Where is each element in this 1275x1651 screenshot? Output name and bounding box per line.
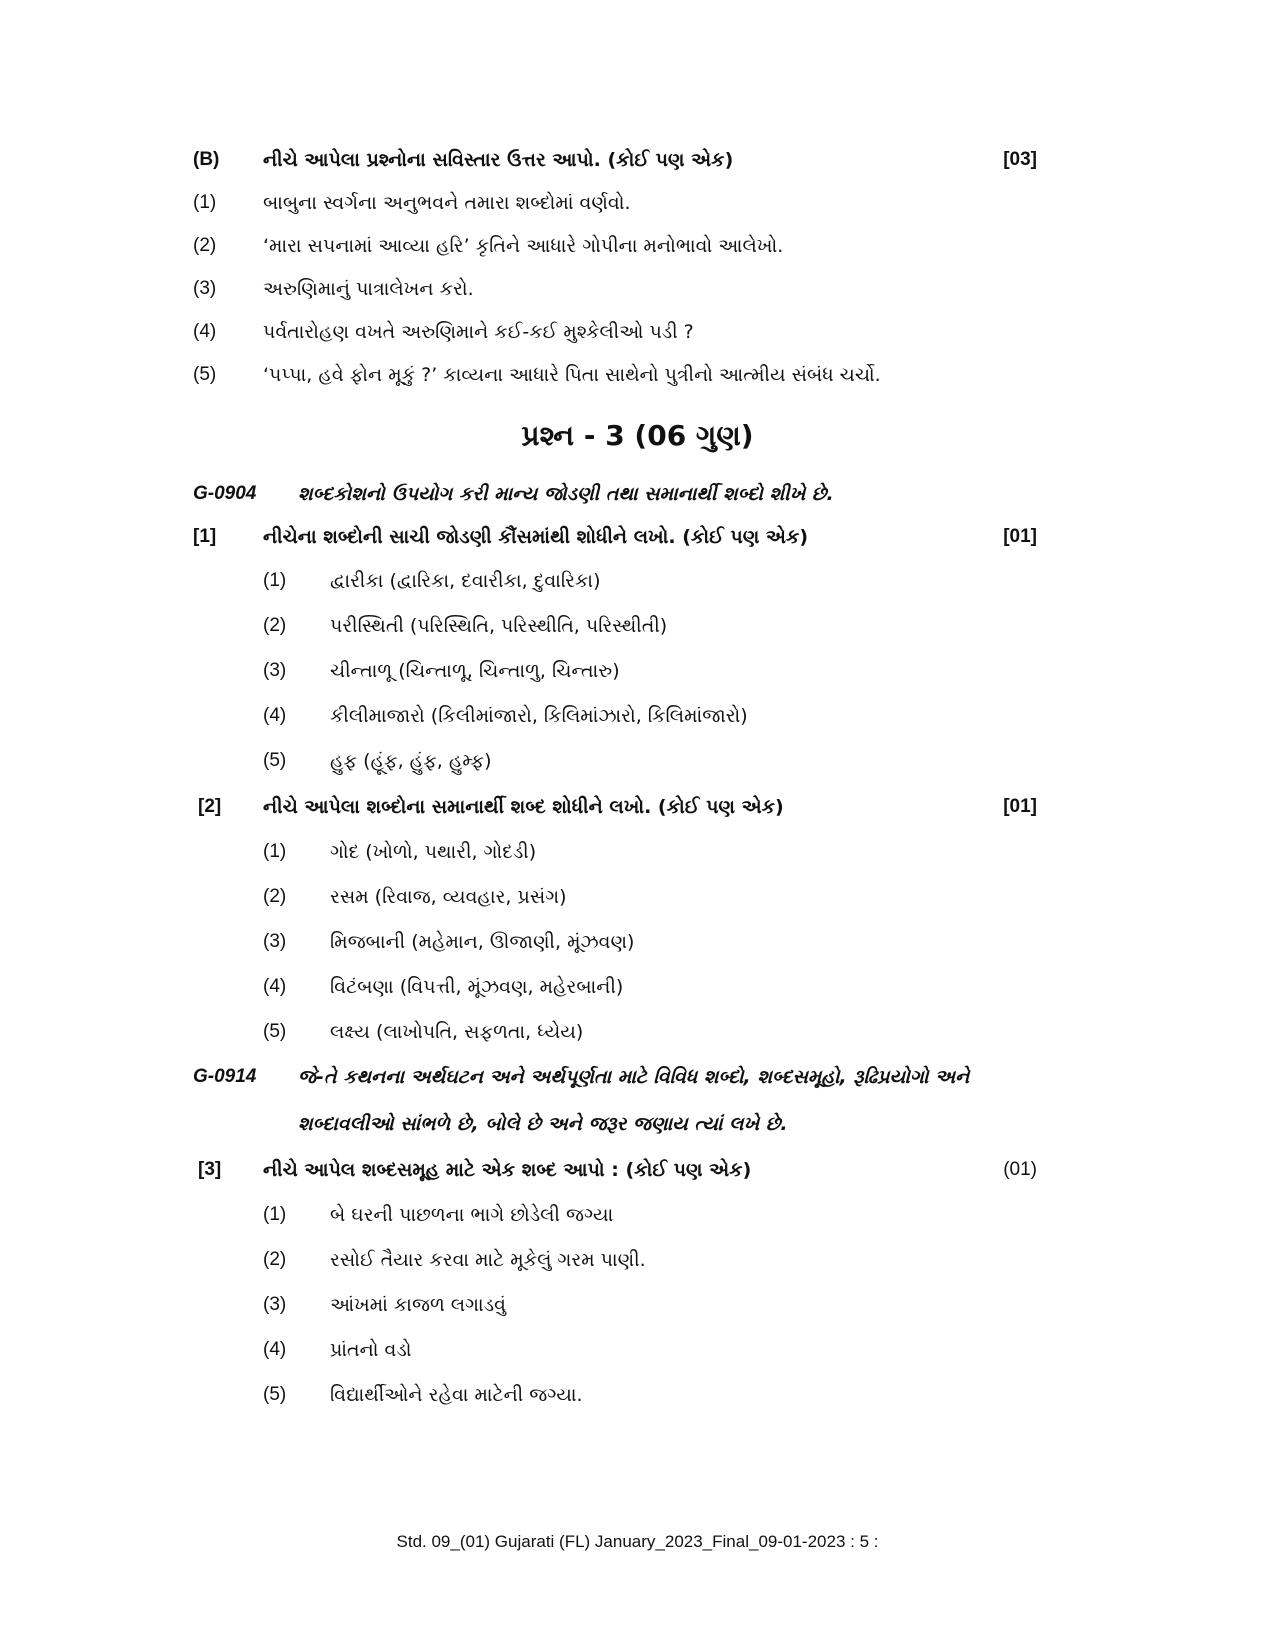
question-item xyxy=(0,315,1275,349)
item-number: (1) xyxy=(263,1204,287,1225)
question-title: નીચે આપેલા શબ્દોના સમાનાર્થી શબ્દ શોધીને લખો. (કોઈ પણ એક) xyxy=(263,796,784,818)
question-item xyxy=(0,1288,1275,1322)
item-number: (4) xyxy=(193,321,217,342)
question-title: નીચેના શબ્દોની સાચી જોડણી કૌંસમાંથી શોધીને લખો. (કોઈ પણ એક) xyxy=(263,526,809,548)
item-text: રસમ (રિવાજ, વ્યવહાર, પ્રસંગ) xyxy=(330,886,567,908)
question-item xyxy=(0,699,1275,733)
item-text: પરીસ્થિતી (પરિસ્થિતિ, પરિસ્થીતિ, પરિસ્થીતી) xyxy=(330,615,668,637)
question-label: [3] xyxy=(198,1159,222,1180)
question-heading: પ્રશ્ન - 3 (06 ગુણ) xyxy=(521,419,754,452)
question-item xyxy=(0,1198,1275,1232)
item-number: (2) xyxy=(263,615,287,636)
question-item xyxy=(0,1378,1275,1412)
question-item xyxy=(0,358,1275,392)
question-title: નીચે આપેલ શબ્દસમૂહ માટે એક શબ્દ આપો : (કોઈ પણ એક) xyxy=(263,1159,752,1181)
item-number: (5) xyxy=(263,1021,287,1042)
question-item xyxy=(0,744,1275,778)
item-text: લક્ષ્ય (લાખોપતિ, સફળતા, ધ્યેય) xyxy=(330,1021,584,1043)
item-text: ‘મારા સપનામાં આવ્યા હરિ’ કૃતિને આધારે ગોપીના મનોભાવો આલેખો. xyxy=(263,235,784,257)
question-item xyxy=(0,1015,1275,1049)
question-marks: (01) xyxy=(1003,1159,1037,1180)
item-text: આંખમાં કાજળ લગાડવું xyxy=(330,1294,506,1316)
question-item xyxy=(0,835,1275,869)
item-number: (4) xyxy=(263,1339,287,1360)
question-header xyxy=(0,1153,1275,1187)
item-number: (3) xyxy=(193,278,217,299)
learning-outcome xyxy=(0,477,1275,511)
question-header xyxy=(0,790,1275,824)
item-number: (4) xyxy=(263,705,287,726)
section-title: નીચે આપેલા પ્રશ્નોના સવિસ્તાર ઉત્તર આપો. (કોઈ પણ એક) xyxy=(263,149,734,171)
question-item xyxy=(0,564,1275,598)
item-number: (1) xyxy=(263,841,287,862)
question-item xyxy=(0,970,1275,1004)
item-text: ચીન્તાળૂ (ચિન્તાળૂ, ચિન્તાળુ, ચિન્તારુ) xyxy=(330,660,620,682)
outcome-code: G-0904 xyxy=(193,483,257,504)
section-b-header xyxy=(0,143,1275,177)
item-text: પર્વતારોહણ વખતે અરુણિમાને કઈ-કઈ મુશ્કેલીઓ પડી ? xyxy=(263,321,694,343)
question-item xyxy=(0,272,1275,306)
item-text: બે ઘરની પાછળના ભાગે છોડેલી જગ્યા xyxy=(330,1204,614,1226)
section-marks: [03] xyxy=(1003,149,1037,170)
item-number: (2) xyxy=(263,1249,287,1270)
learning-outcome xyxy=(0,1060,1275,1094)
question-marks: [01] xyxy=(1003,796,1037,817)
item-number: (2) xyxy=(263,886,287,907)
outcome-text: શબ્દકોશનો ઉપયોગ કરી માન્ય જોડણી તથા સમાનાર્થી શબ્દો શીખે છે. xyxy=(298,483,834,505)
item-number: (1) xyxy=(193,192,217,213)
page-footer: Std. 09_(01) Gujarati (FL) January_2023_Final_09-01-2023 : 5 : xyxy=(396,1532,879,1551)
question-header xyxy=(0,520,1275,554)
item-text: પ્રાંતનો વડો xyxy=(330,1339,412,1361)
outcome-code: G-0914 xyxy=(193,1066,257,1087)
question-item xyxy=(0,654,1275,688)
item-text: હુફ (હૂંફ, હુંફ, હુમ્ફ) xyxy=(330,750,492,772)
question-item xyxy=(0,1243,1275,1277)
item-number: (5) xyxy=(263,1384,287,1405)
item-text: બાબુના સ્વર્ગના અનુભવને તમારા શબ્દોમાં વર્ણવો. xyxy=(263,192,631,214)
question-item xyxy=(0,880,1275,914)
item-text: ‘પપ્પા, હવે ફોન મૂકું ?’ કાવ્યના આધારે પિતા સાથેનો પુત્રીનો આત્મીય સંબંધ ચર્ચો. xyxy=(263,364,881,386)
item-number: (2) xyxy=(193,235,217,256)
item-number: (3) xyxy=(263,1294,287,1315)
item-text: મિજબાની (મહેમાન, ઊજાણી, મૂંઝવણ) xyxy=(330,931,635,953)
item-text: અરુણિમાનું પાત્રાલેખન કરો. xyxy=(263,278,474,300)
question-item xyxy=(0,609,1275,643)
item-text: કીલીમાજારો (કિલીમાંજારો, કિલિમાંઝારો, કિલિમાંજારો) xyxy=(330,705,748,727)
outcome-text: શબ્દાવલીઓ સાંભળે છે, બોલે છે અને જરૂર જણાય ત્યાં લખે છે. xyxy=(298,1113,788,1135)
section-label: (B) xyxy=(193,149,220,170)
item-text: ગોદ (ખોળો, પથારી, ગોદડી) xyxy=(330,841,537,863)
question-item xyxy=(0,925,1275,959)
question-marks: [01] xyxy=(1003,526,1037,547)
question-label: [2] xyxy=(198,796,222,817)
item-number: (5) xyxy=(193,364,217,385)
outcome-text: જે-તે કથનના અર્થઘટન અને અર્થપૂર્ણતા માટે વિવિધ શબ્દો, શબ્દસમૂહો, રૂઢિપ્રયોગો અને xyxy=(298,1066,970,1088)
item-text: વિદ્યાર્થીઓને રહેવા માટેની જગ્યા. xyxy=(330,1384,583,1406)
question-item xyxy=(0,1333,1275,1367)
item-text: રસોઈ તૈયાર કરવા માટે મૂકેલું ગરમ પાણી. xyxy=(330,1249,646,1271)
question-item xyxy=(0,229,1275,263)
item-number: (5) xyxy=(263,750,287,771)
question-item xyxy=(0,186,1275,220)
item-number: (3) xyxy=(263,660,287,681)
learning-outcome-continued xyxy=(0,1107,1275,1141)
item-number: (4) xyxy=(263,976,287,997)
item-text: વિટંબણા (વિપત્તી, મૂંઝવણ, મહેરબાની) xyxy=(330,976,624,998)
item-number: (1) xyxy=(263,570,287,591)
item-text: દ્વારીકા (દ્વારિકા, દવારીકા, દુવારિકા) xyxy=(330,570,601,592)
item-number: (3) xyxy=(263,931,287,952)
question-label: [1] xyxy=(193,526,217,547)
